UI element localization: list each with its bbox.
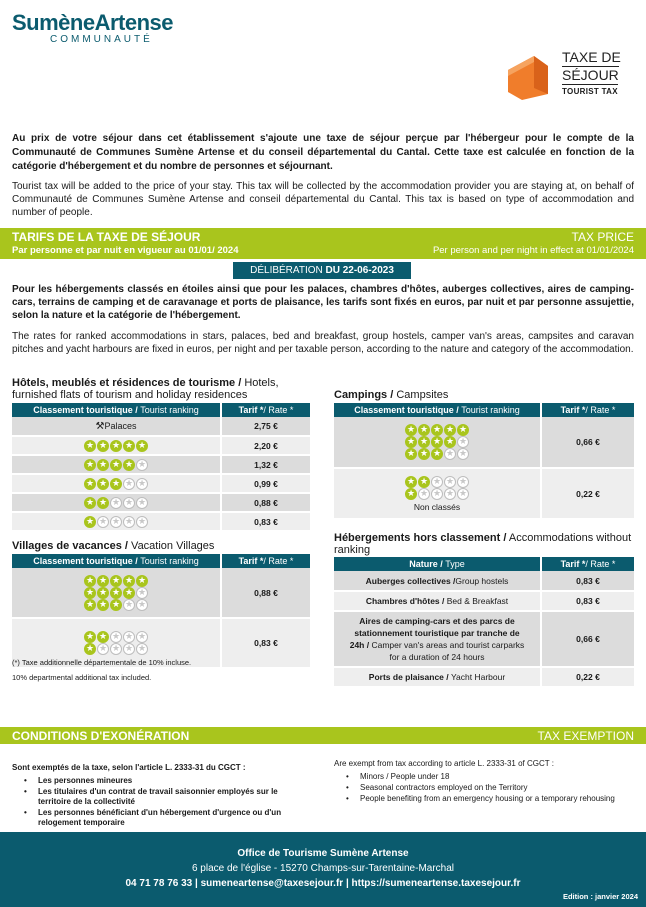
star-icon	[84, 497, 96, 509]
star-icon	[457, 448, 469, 460]
star-icon	[97, 459, 109, 471]
star-icon	[444, 488, 456, 500]
star-icon	[110, 478, 122, 490]
table-row	[12, 568, 310, 618]
star-icon	[457, 476, 469, 488]
star-icon	[431, 436, 443, 448]
star-rating	[14, 587, 218, 599]
key-icon: ⚒	[95, 420, 105, 432]
star-icon	[110, 497, 122, 509]
rate-cell: 0,83 €	[541, 591, 634, 611]
hors-col-rate: Tarif */ Rate *	[541, 557, 634, 571]
star-icon	[444, 424, 456, 436]
star-icon	[97, 516, 109, 528]
star-icon	[136, 575, 148, 587]
rate-cell: 0,66 €	[541, 611, 634, 667]
star-icon	[418, 488, 430, 500]
unranked-label: Non classés	[413, 501, 461, 512]
star-icon	[457, 488, 469, 500]
star-icon	[84, 631, 96, 643]
star-icon	[110, 440, 122, 452]
hors-table	[334, 557, 634, 688]
star-rating	[14, 643, 218, 655]
type-cell: Ports de plaisance / Yacht Harbour	[334, 667, 541, 687]
table-row	[12, 455, 310, 474]
deliberation-label: DÉLIBÉRATION	[250, 265, 323, 276]
star-icon	[136, 599, 148, 611]
hors-title-fr: Hébergements hors classement /	[334, 532, 507, 544]
footer	[0, 832, 646, 907]
star-rating	[12, 493, 221, 512]
star-icon	[431, 488, 443, 500]
star-icon	[418, 476, 430, 488]
exemption-title-fr: CONDITIONS D'EXONÉRATION	[12, 729, 190, 743]
type-cell: Aires de camping-cars et des parcs de stationnement touristique par tranche de 24h / Camper van's areas and tourist carparks for a duration of 24 hours	[334, 611, 541, 667]
hors-title	[334, 532, 634, 556]
table-row	[334, 611, 634, 667]
ranking-cell	[334, 468, 541, 519]
villages-title-en: Vacation Villages	[131, 540, 215, 552]
logo-name: SumèneArtense	[12, 10, 174, 35]
star-icon	[123, 643, 135, 655]
ranking-cell	[334, 417, 541, 468]
star-icon	[84, 516, 96, 528]
star-icon	[84, 459, 96, 471]
star-rating	[336, 476, 538, 488]
star-icon	[84, 643, 96, 655]
exemption-banner	[0, 727, 646, 744]
footer-address: 6 place de l'église - 15270 Champs-sur-Tarentaine-Marchal	[191, 863, 455, 874]
house-icon	[504, 54, 552, 100]
table-row	[334, 468, 634, 519]
tarifs-title: TARIFS DE LA TAXE DE SÉJOUR	[12, 230, 201, 244]
star-icon	[136, 459, 148, 471]
star-icon	[444, 448, 456, 460]
exemption-french	[12, 763, 312, 829]
campings-table	[334, 403, 634, 520]
star-icon	[97, 497, 109, 509]
star-icon	[97, 599, 109, 611]
table-row	[334, 667, 634, 687]
star-rating	[336, 424, 538, 436]
table-row	[334, 571, 634, 591]
logo-subtitle: COMMUNAUTÉ	[50, 34, 153, 45]
exemption-english	[334, 759, 636, 805]
list-item: • Les personnes bénéficiant d'un hébergement d'urgence ou d'un relogement temporaire	[12, 808, 312, 828]
star-icon	[136, 440, 148, 452]
hotels-title-en: Hotels, furnished flats of tourism and holiday residences	[12, 377, 279, 401]
list-item: • Seasonal contractors employed on the Territory	[334, 783, 636, 793]
star-icon	[123, 631, 135, 643]
star-icon	[110, 459, 122, 471]
table-row	[12, 417, 310, 436]
tax-price-title: TAX PRICE	[571, 230, 634, 244]
star-rating	[336, 488, 538, 500]
exemption-fr-title: Sont exemptés de la taxe, selon l'article L. 2333-31 du CGCT :	[12, 763, 246, 772]
star-icon	[431, 448, 443, 460]
star-icon	[136, 478, 148, 490]
logo	[12, 10, 212, 45]
star-icon	[444, 436, 456, 448]
campings-col-rate: Tarif */ Rate *	[541, 403, 634, 417]
star-icon	[84, 599, 96, 611]
palaces-label: Palaces	[104, 420, 137, 431]
star-icon	[84, 440, 96, 452]
star-icon	[97, 478, 109, 490]
rate-cell: 0,66 €	[541, 417, 634, 468]
hotels-table	[12, 403, 310, 532]
star-icon	[123, 478, 135, 490]
hotels-col-rate: Tarif */ Rate *	[221, 403, 310, 417]
campings-col-ranking: Classement touristique / Tourist ranking	[334, 403, 541, 417]
footer-office: Office de Tourisme Sumène Artense	[237, 848, 409, 859]
star-icon	[418, 436, 430, 448]
star-icon	[136, 516, 148, 528]
star-icon	[457, 424, 469, 436]
star-icon	[84, 575, 96, 587]
star-icon	[405, 488, 417, 500]
intro-english: Tourist tax will be added to the price of your stay. This tax will be collected by the accommodation provider you are staying at, on behalf of Communauté de Communes Sumène Artense and conseil départemental du Cantal. This tax is based on type of accommodation and number of people.	[12, 181, 634, 218]
star-icon	[405, 436, 417, 448]
star-icon	[97, 643, 109, 655]
star-rating	[14, 631, 218, 643]
villages-table	[12, 554, 310, 669]
tarifs-subtitle: Par personne et par nuit en vigueur au 01/01/ 2024	[12, 245, 239, 256]
star-icon	[110, 599, 122, 611]
star-icon	[97, 631, 109, 643]
list-item: • Minors / People under 18	[334, 772, 636, 782]
villages-title-fr: Villages de vacances /	[12, 540, 128, 552]
star-icon	[431, 476, 443, 488]
star-icon	[444, 476, 456, 488]
star-icon	[110, 643, 122, 655]
rate-cell: 0,99 €	[221, 474, 310, 493]
footer-contact: 04 71 78 76 33 | sumeneartense@taxesejour.fr | https://sumeneartense.taxesejour.fr	[125, 878, 521, 889]
star-icon	[136, 631, 148, 643]
intro-french: Au prix de votre séjour dans cet établissement s'ajoute une taxe de séjour perçue par l'hébergeur pour le compte de la Communauté de Communes Sumène Artense et du conseil départemental du Cantal. Cette taxe est calculée en fonction de la catégorie d'hébergement et du nombre de personnes et séjournant.	[12, 133, 634, 172]
rate-cell: 1,32 €	[221, 455, 310, 474]
star-icon	[84, 587, 96, 599]
table-row	[12, 512, 310, 531]
star-icon	[123, 575, 135, 587]
table-row	[334, 591, 634, 611]
villages-title	[12, 540, 312, 552]
tourist-tax-logo	[504, 48, 639, 100]
note-english: 10% departmental additional tax included.	[12, 673, 152, 682]
hotels-col-ranking: Classement touristique / Tourist ranking	[12, 403, 221, 417]
note-french: (*) Taxe additionnelle départementale de 10% incluse.	[12, 658, 192, 667]
star-rating	[12, 512, 221, 531]
tax-logo-line1: TAXE DE	[562, 49, 621, 65]
tarifs-banner	[0, 228, 646, 259]
star-rating	[336, 436, 538, 448]
table-row	[12, 436, 310, 455]
list-item: • Les personnes mineures	[12, 776, 312, 786]
footer-edition: Edition : janvier 2024	[562, 892, 638, 901]
tax-logo-line2: SÉJOUR	[562, 67, 619, 83]
rate-cell: 0,88 €	[221, 493, 310, 512]
rates-paragraph-english: The rates for ranked accommodations in stars, palaces, bed and breakfast, group hostels, camper van's areas, campsites and caravan pitches and yacht harbours are fixed in euros, per night and per taxable person, according to the nature and category of the accommodation.	[12, 331, 634, 355]
villages-col-rate: Tarif */ Rate *	[221, 554, 310, 568]
star-icon	[123, 516, 135, 528]
star-rating	[14, 575, 218, 587]
tax-logo-line3: TOURIST TAX	[562, 84, 618, 96]
table-row	[12, 493, 310, 512]
star-icon	[405, 424, 417, 436]
type-cell: Auberges collectives /Group hostels	[334, 571, 541, 591]
rate-cell: 0,83 €	[541, 571, 634, 591]
star-icon	[110, 575, 122, 587]
star-icon	[123, 497, 135, 509]
campings-title	[334, 389, 634, 401]
star-icon	[136, 497, 148, 509]
table-row	[334, 417, 634, 468]
ranking-cell	[12, 417, 221, 436]
rate-cell: 0,88 €	[221, 568, 310, 618]
star-icon	[110, 516, 122, 528]
table-row	[12, 474, 310, 493]
ranking-cell	[12, 568, 221, 618]
star-icon	[123, 459, 135, 471]
star-rating	[12, 455, 221, 474]
star-rating	[12, 436, 221, 455]
rate-cell: 0,22 €	[541, 468, 634, 519]
rates-paragraph-french: Pour les hébergements classés en étoiles ainsi que pour les palaces, chambres d'hôtes, auberges collectives, aires de camping-cars, terrains de camping et de caravanage et ports de plaisance, les tarifs sont fixés en euros, par nuit et par personne assujettie, selon la nature et la catégorie de l'hébergement.	[12, 284, 634, 321]
star-rating	[12, 474, 221, 493]
campings-title-fr: Campings /	[334, 389, 394, 401]
star-icon	[110, 631, 122, 643]
star-icon	[97, 587, 109, 599]
villages-col-ranking: Classement touristique / Tourist ranking	[12, 554, 221, 568]
star-icon	[97, 440, 109, 452]
star-icon	[110, 587, 122, 599]
star-icon	[431, 424, 443, 436]
list-item: • People benefiting from an emergency housing or a temporary rehousing	[334, 794, 636, 804]
star-icon	[418, 448, 430, 460]
rate-cell: 2,20 €	[221, 436, 310, 455]
exemption-en-title: Are exempt from tax according to article L. 2333-31 of CGCT :	[334, 759, 554, 768]
hotels-title-fr: Hôtels, meublés et résidences de tourisme /	[12, 377, 242, 389]
star-icon	[136, 643, 148, 655]
hors-title-en: Accommodations without ranking	[334, 532, 632, 556]
star-icon	[123, 587, 135, 599]
rate-cell: 0,83 €	[221, 618, 310, 668]
star-rating	[14, 599, 218, 611]
deliberation-badge	[233, 262, 411, 279]
hotels-title	[12, 377, 312, 401]
star-icon	[97, 575, 109, 587]
tax-price-subtitle: Per person and per night in effect at 01/01/2024	[432, 245, 634, 256]
list-item: • Les titulaires d'un contrat de travail saisonnier employés sur le territoire de la collectivité	[12, 787, 312, 807]
rate-cell: 2,75 €	[221, 417, 310, 436]
campings-title-en: Campsites	[396, 389, 449, 401]
hors-col-type: Nature / Type	[334, 557, 541, 571]
star-icon	[405, 448, 417, 460]
star-rating	[336, 448, 538, 460]
deliberation-date: DU 22-06-2023	[325, 265, 394, 276]
star-icon	[418, 424, 430, 436]
exemption-title-en: TAX EXEMPTION	[537, 729, 634, 743]
star-icon	[405, 476, 417, 488]
star-icon	[123, 599, 135, 611]
type-cell: Chambres d'hôtes / Bed & Breakfast	[334, 591, 541, 611]
rate-cell: 0,22 €	[541, 667, 634, 687]
star-icon	[136, 587, 148, 599]
star-icon	[457, 436, 469, 448]
star-icon	[84, 478, 96, 490]
star-icon	[123, 440, 135, 452]
rate-cell: 0,83 €	[221, 512, 310, 531]
